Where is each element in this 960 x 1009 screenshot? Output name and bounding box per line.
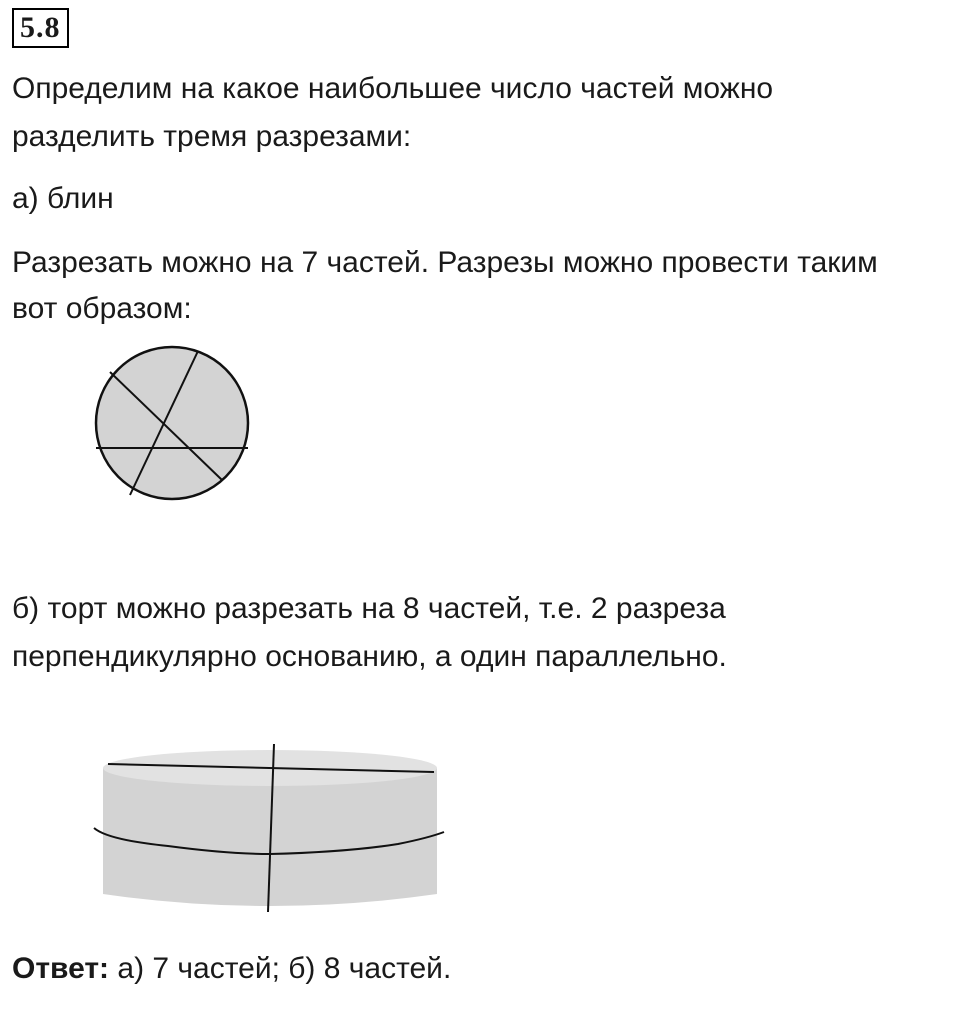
part-a-description-line-1: Разрезать можно на 7 частей. Разрезы можно провести таким	[12, 246, 878, 279]
pancake-circle	[96, 347, 248, 499]
problem-number: 5.8	[12, 8, 69, 48]
part-a-heading	[12, 176, 114, 222]
part-b-text-line-1: торт можно разрезать на 8 частей, т.е. 2 разреза	[47, 592, 726, 625]
part-a-subject: блин	[47, 182, 114, 215]
answer-text: а) 7 частей; б) 8 частей.	[117, 952, 452, 985]
cake-figure	[88, 740, 448, 920]
answer	[12, 946, 451, 992]
part-b-line-1	[12, 586, 726, 632]
part-b-label: б)	[12, 592, 40, 625]
intro-line-2: разделить тремя разрезами:	[12, 120, 412, 153]
part-a-description-line-2: вот образом:	[12, 292, 192, 325]
answer-label: Ответ:	[12, 952, 110, 985]
intro-line-1: Определим на какое наибольшее число частей можно	[12, 72, 774, 105]
part-b-line-2: перпендикулярно основанию, а один параллельно.	[12, 640, 727, 673]
pancake-figure	[88, 338, 256, 512]
part-a-label: а)	[12, 182, 39, 215]
